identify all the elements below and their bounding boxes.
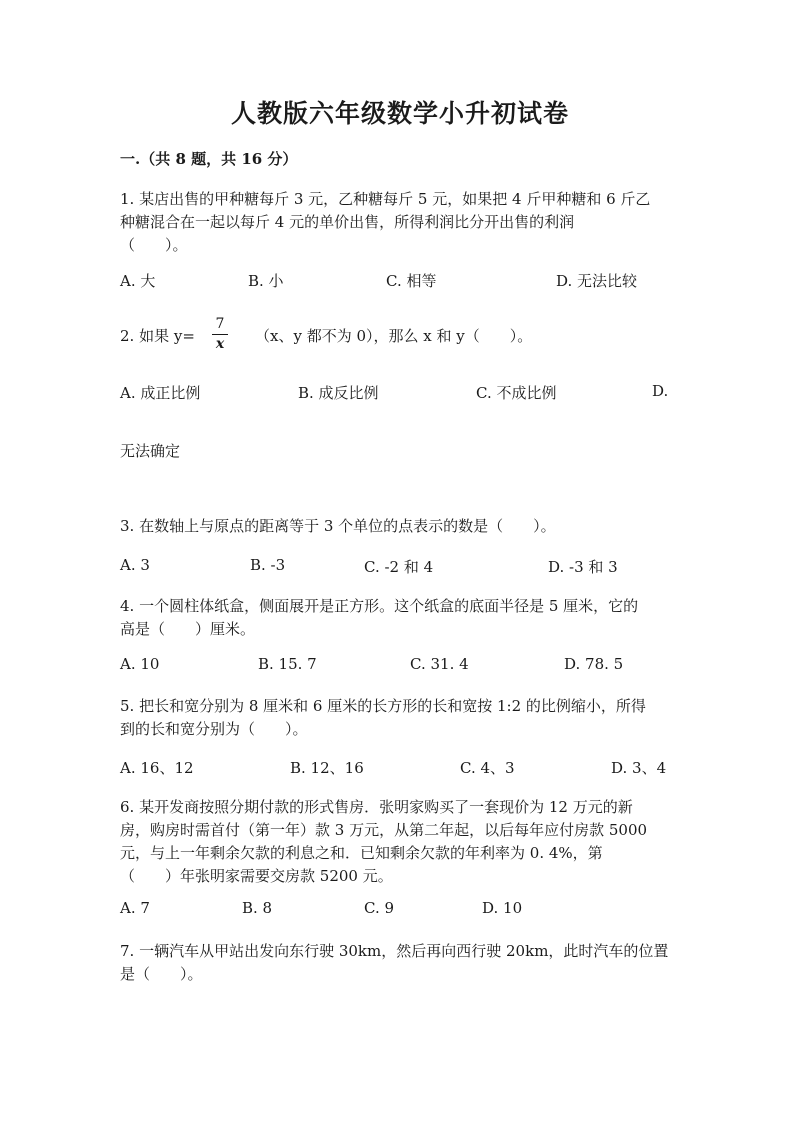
page-title: 人教版六年级数学小升初试卷 xyxy=(230,99,569,128)
question-4-option-d: D. 78. 5 xyxy=(564,655,624,673)
question-2-option-d-text: 无法确定 xyxy=(120,442,181,460)
fraction-bar xyxy=(212,334,228,335)
question-1-line-1: 1. 某店出售的甲种糖每斤 3 元，乙种糖每斤 5 元，如果把 4 斤甲种糖和 6 斤乙 xyxy=(120,190,651,208)
question-6-option-b: B. 8 xyxy=(242,899,273,917)
question-5-option-a: A. 16、12 xyxy=(120,759,194,777)
question-6-option-d: D. 10 xyxy=(482,899,523,917)
question-3-option-a: A. 3 xyxy=(120,556,150,574)
question-1-line-2: 种糖混合在一起以每斤 4 元的单价出售，所得利润比分开出售的利润 xyxy=(120,213,575,231)
question-1-option-a: A. 大 xyxy=(120,272,156,290)
question-6-line-4: （ ）年张明家需要交房款 5200 元。 xyxy=(120,867,393,885)
question-6-line-2: 房，购房时需首付（第一年）款 3 万元，从第二年起，以后每年应付房款 5000 xyxy=(120,821,648,839)
question-1-option-c: C. 相等 xyxy=(386,272,437,290)
fraction-seven-over-x xyxy=(210,316,230,353)
question-3-option-d: D. -3 和 3 xyxy=(548,558,618,576)
question-2-option-a: A. 成正比例 xyxy=(120,384,201,402)
question-1-option-b: B. 小 xyxy=(248,272,284,290)
question-7-line-1: 7. 一辆汽车从甲站出发向东行驶 30km，然后再向西行驶 20km，此时汽车的位置 xyxy=(120,942,669,960)
question-3-option-b: B. -3 xyxy=(250,556,286,574)
question-5-option-d: D. 3、4 xyxy=(611,759,667,777)
question-1-option-d: D. 无法比较 xyxy=(556,272,638,290)
question-5-option-c: C. 4、3 xyxy=(460,759,515,777)
question-2-option-d: D. xyxy=(652,382,669,400)
question-2-suffix: （x、y 都不为 0），那么 x 和 y（ ）。 xyxy=(255,327,533,345)
question-6-line-1: 6. 某开发商按照分期付款的形式售房．张明家购买了一套现价为 12 万元的新 xyxy=(120,798,633,816)
question-4-option-c: C. 31. 4 xyxy=(410,655,469,673)
question-6-line-3: 元，与上一年剩余欠款的利息之和．已知剩余欠款的年利率为 0. 4%，第 xyxy=(120,844,603,862)
question-2-option-b: B. 成反比例 xyxy=(298,384,379,402)
question-3-option-c: C. -2 和 4 xyxy=(364,558,434,576)
question-6-option-c: C. 9 xyxy=(364,899,395,917)
question-6-option-a: A. 7 xyxy=(120,899,150,917)
question-5-line-2: 到的长和宽分别为（ ）。 xyxy=(120,720,308,738)
question-2-option-c: C. 不成比例 xyxy=(476,384,557,402)
question-2-prefix: 2. 如果 y= xyxy=(120,327,195,345)
question-7-line-2: 是（ ）。 xyxy=(120,965,203,983)
fraction-denominator: x xyxy=(215,336,225,352)
question-5-line-1: 5. 把长和宽分别为 8 厘米和 6 厘米的长方形的长和宽按 1:2 的比例缩小，所得 xyxy=(120,697,646,715)
question-1-line-3: （ ）。 xyxy=(120,236,188,254)
question-4-line-1: 4. 一个圆柱体纸盒，侧面展开是正方形。这个纸盒的底面半径是 5 厘米，它的 xyxy=(120,597,639,615)
question-4-option-a: A. 10 xyxy=(120,655,160,673)
question-5-option-b: B. 12、16 xyxy=(290,759,364,777)
question-4-line-2: 高是（ ）厘米。 xyxy=(120,620,256,638)
question-4-option-b: B. 15. 7 xyxy=(258,655,317,673)
question-3-line-1: 3. 在数轴上与原点的距离等于 3 个单位的点表示的数是（ ）。 xyxy=(120,517,556,535)
fraction-numerator: 7 xyxy=(215,316,225,332)
section-heading: 一.（共 8 题，共 16 分） xyxy=(120,150,298,168)
